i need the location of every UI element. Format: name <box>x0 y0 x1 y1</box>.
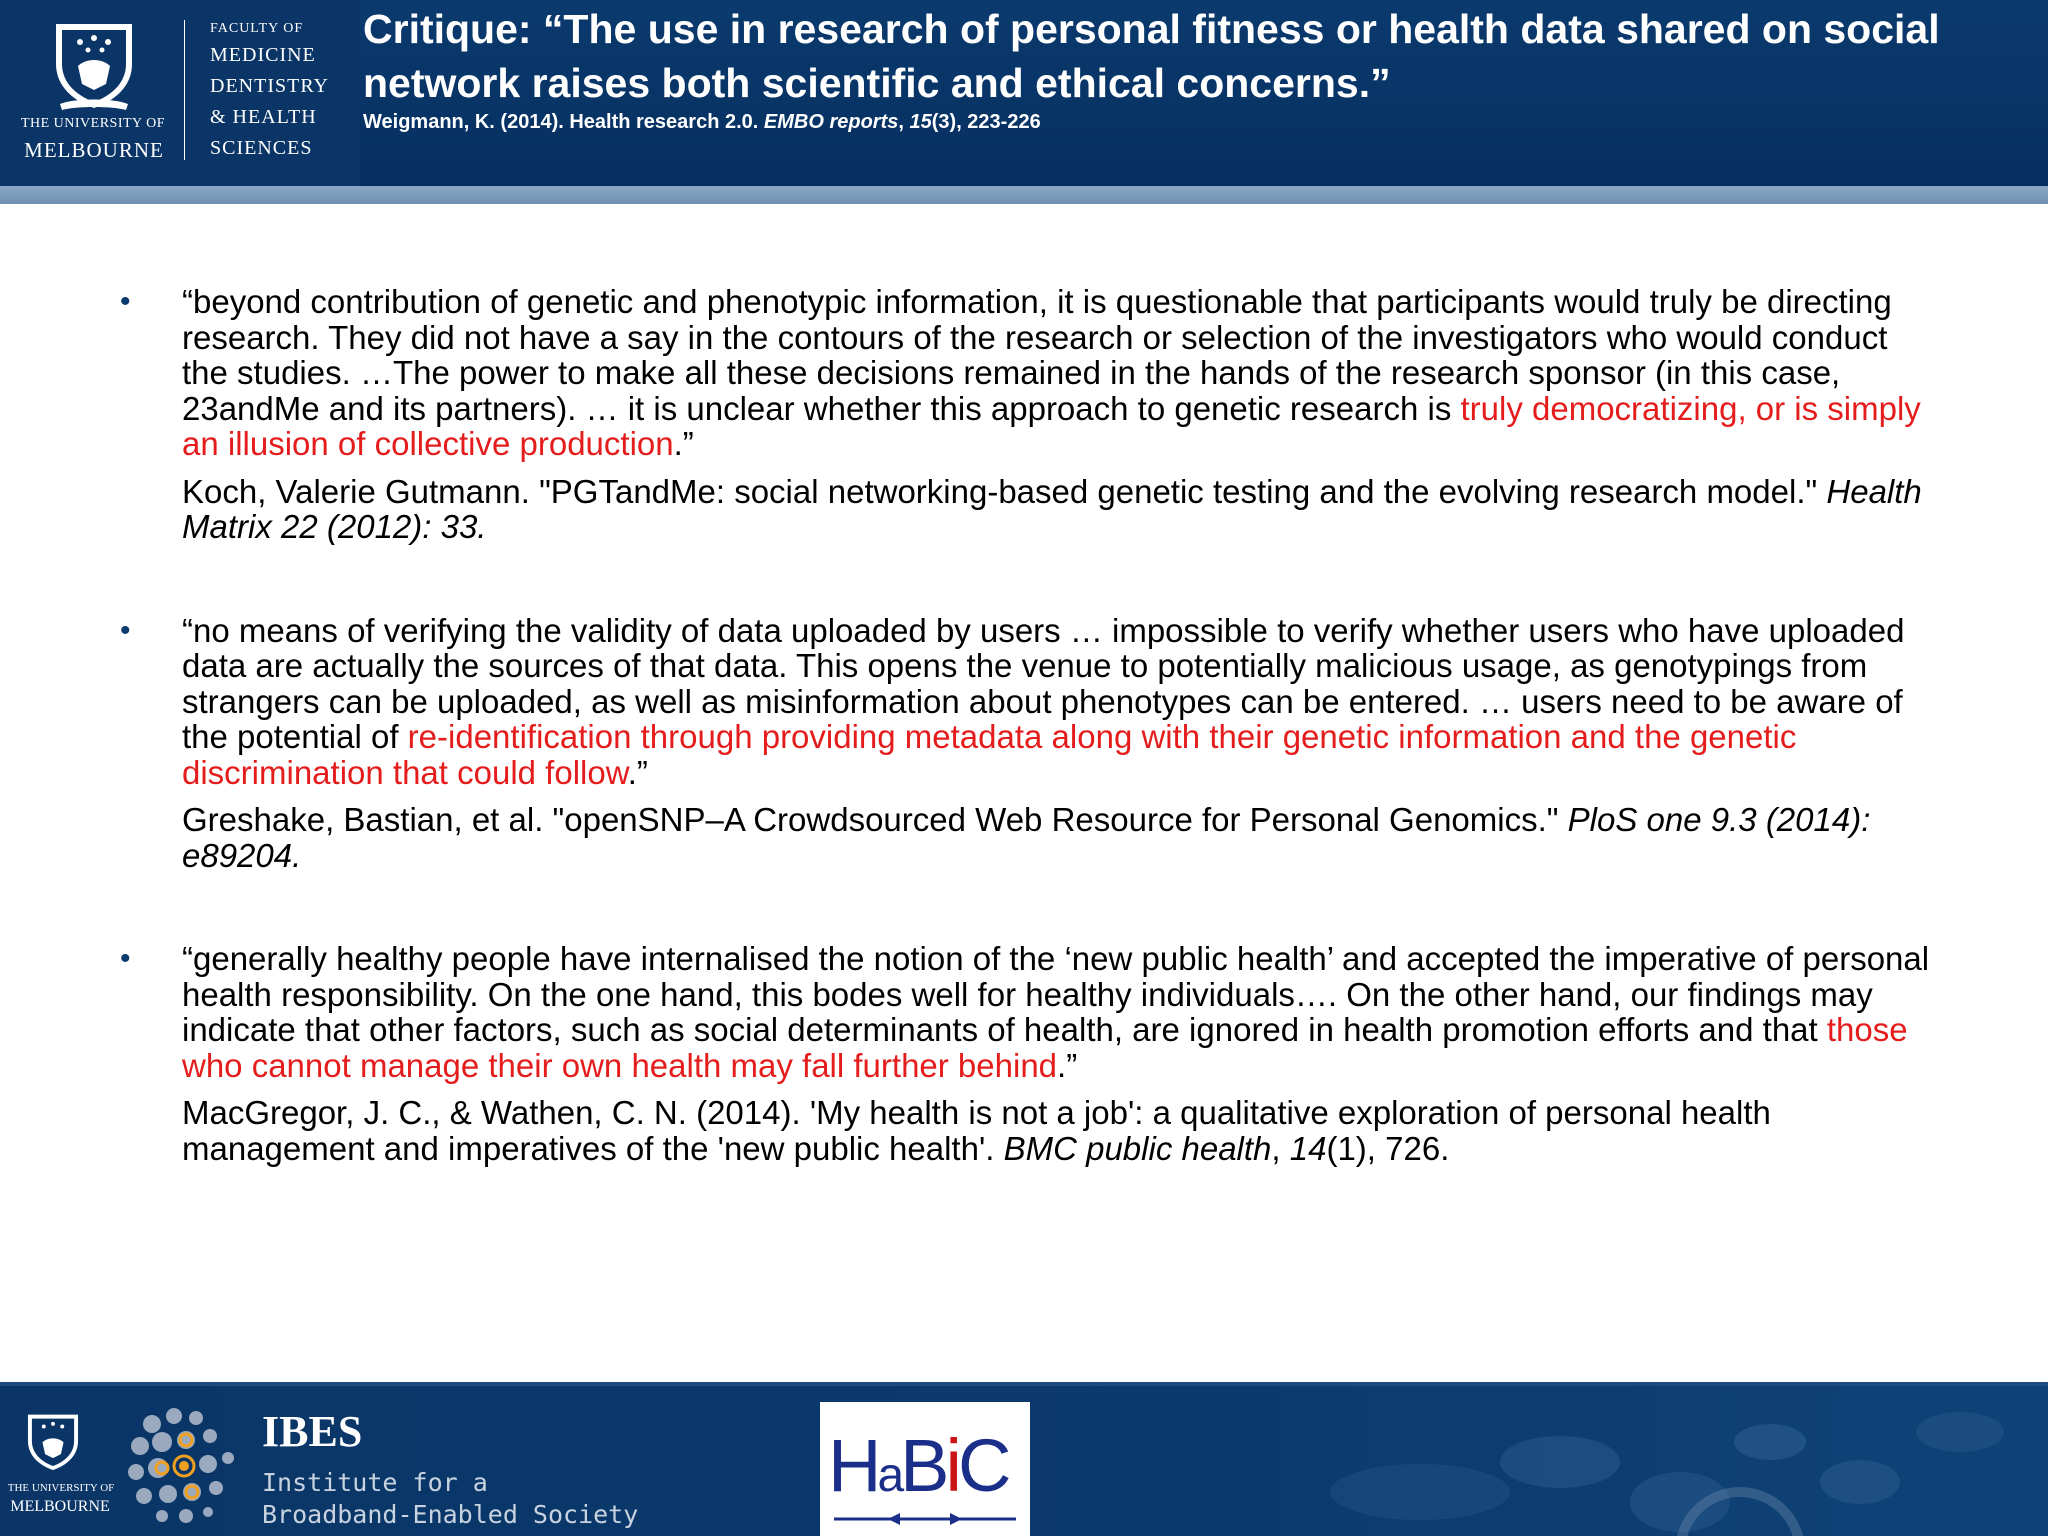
bullet-item-macgregor <box>120 941 1930 1166</box>
habic-logo <box>820 1402 1030 1536</box>
habic-wordmark <box>828 1426 1007 1516</box>
quote-plain: “no means of verifying the validity of data uploaded by users … impossible to verify whether users who have uploaded data are actually the sources of that data. This opens the venue to potentially malicious usage, as genotypings from strangers can be uploaded, as well as misinformation about phenotypes can be entered. … users need to be aware of the potential of <box>182 611 1905 755</box>
quote-plain: “beyond contribution of genetic and phenotypic information, it is questionable that participants would truly be directing research. They did not have a say in the contours of the research or selection of the investigators who would conduct the studies. …The power to make all these decisions remained in the hands of the research sponsor (in this case, 23andMe and its partners). … it is unclear whether this approach to genetic research is <box>182 283 1892 427</box>
quote-highlight: truly democratizing, or is simply an illusion of collective production <box>182 389 1921 462</box>
subtitle-journal: EMBO reports <box>763 111 899 133</box>
habic-c: C <box>957 1424 1008 1507</box>
citation-pages: (1), 726. <box>1326 1129 1450 1167</box>
ibes-dots-logo-icon <box>122 1402 246 1526</box>
footer-university-crest-icon <box>24 1410 82 1472</box>
slide-footer <box>0 1382 2048 1536</box>
bullet-icon: • <box>120 285 131 318</box>
quote-highlight: re-identification through providing metadata along with their genetic information and the genetic discrimination that could follow <box>182 718 1797 791</box>
slide-title: Critique: “The use in research of personal fitness or health data shared on social network raises both scientific and ethical concerns.” <box>363 6 1940 106</box>
bullet-icon: • <box>120 942 131 975</box>
faculty-line-sciences: SCIENCES <box>210 137 313 159</box>
quote-end: .” <box>673 425 694 462</box>
slide-subtitle-reference <box>363 110 1963 134</box>
faculty-name <box>210 18 360 164</box>
citation-plain: Greshake, Bastian, et al. "openSNP–A Crowdsourced Web Resource for Personal Genomics." <box>182 801 1568 838</box>
faculty-of-label: FACULTY OF <box>210 21 304 36</box>
footer-university-line2: MELBOURNE <box>10 1498 110 1515</box>
logo-divider <box>184 20 185 160</box>
bullet-item-greshake <box>120 613 1930 874</box>
slide-header <box>0 0 2048 186</box>
bullet-icon: • <box>120 613 131 647</box>
quote-plain: “generally healthy people have internalised the notion of the ‘new public health’ and accepted the imperative of personal health responsibility. On the one hand, this bodes well for healthy individuals…. On the other hand, our findings may indicate that other factors, such as social determinants of health, are ignored in health promotion efforts and that <box>182 940 1930 1048</box>
habic-a: a <box>877 1449 901 1502</box>
habic-h: H <box>828 1424 878 1507</box>
citation-journal: BMC public health <box>1003 1129 1272 1167</box>
university-name-line2: MELBOURNE <box>24 138 164 162</box>
subtitle-pages: (3), 223-226 <box>931 111 1041 133</box>
faculty-line-medicine: MEDICINE <box>210 44 316 66</box>
citation-separator: , <box>1271 1129 1290 1167</box>
citation <box>182 802 1930 873</box>
citation <box>182 474 1930 545</box>
bullet-item-koch <box>120 284 1930 545</box>
quote-highlight: those who cannot manage their own health may fall further behind <box>182 1011 1908 1084</box>
quote-text <box>182 613 1930 791</box>
university-logo <box>0 0 360 186</box>
slide-content <box>120 284 1930 1234</box>
habic-arrow-icon <box>830 1510 1020 1528</box>
header-stripe <box>0 186 2048 204</box>
habic-b: B <box>900 1424 946 1507</box>
footer-decoration <box>1300 1382 2048 1536</box>
subtitle-volume: 15 <box>909 111 932 133</box>
faculty-line-health: & HEALTH <box>210 106 317 128</box>
ibes-tagline-line2: Broadband-Enabled Society <box>262 1500 639 1529</box>
citation-plain: Koch, Valerie Gutmann. "PGTandMe: social networking-based genetic testing and the evolving research model." <box>182 472 1827 510</box>
ibes-tagline-line1: Institute for a <box>262 1468 488 1497</box>
ibes-name: IBES <box>262 1407 363 1456</box>
citation <box>182 1095 1930 1166</box>
subtitle-text: Weigmann, K. (2014). Health research 2.0. <box>363 111 764 133</box>
university-crest-icon <box>50 18 138 110</box>
subtitle-separator: , <box>898 111 910 133</box>
quote-text <box>182 284 1930 462</box>
citation-plain: MacGregor, J. C., & Wathen, C. N. (2014). 'My health is not a job': a qualitative exploration of personal health management and imperatives of the 'new public health'. <box>182 1094 1771 1167</box>
quote-end: .” <box>627 753 648 791</box>
university-name-line1: THE UNIVERSITY OF <box>20 116 166 131</box>
quote-text <box>182 941 1930 1083</box>
footer-university-line1: THE UNIVERSITY OF <box>7 1482 115 1494</box>
citation-volume: 14 <box>1289 1129 1327 1167</box>
quote-end: .” <box>1057 1046 1078 1084</box>
faculty-line-dentistry: DENTISTRY <box>210 75 329 97</box>
habic-i: i <box>945 1424 958 1507</box>
citation-source: PloS one 9.3 (2014): e89204. <box>182 801 1871 874</box>
citation-source: Health Matrix 22 (2012): 33. <box>182 472 1922 545</box>
